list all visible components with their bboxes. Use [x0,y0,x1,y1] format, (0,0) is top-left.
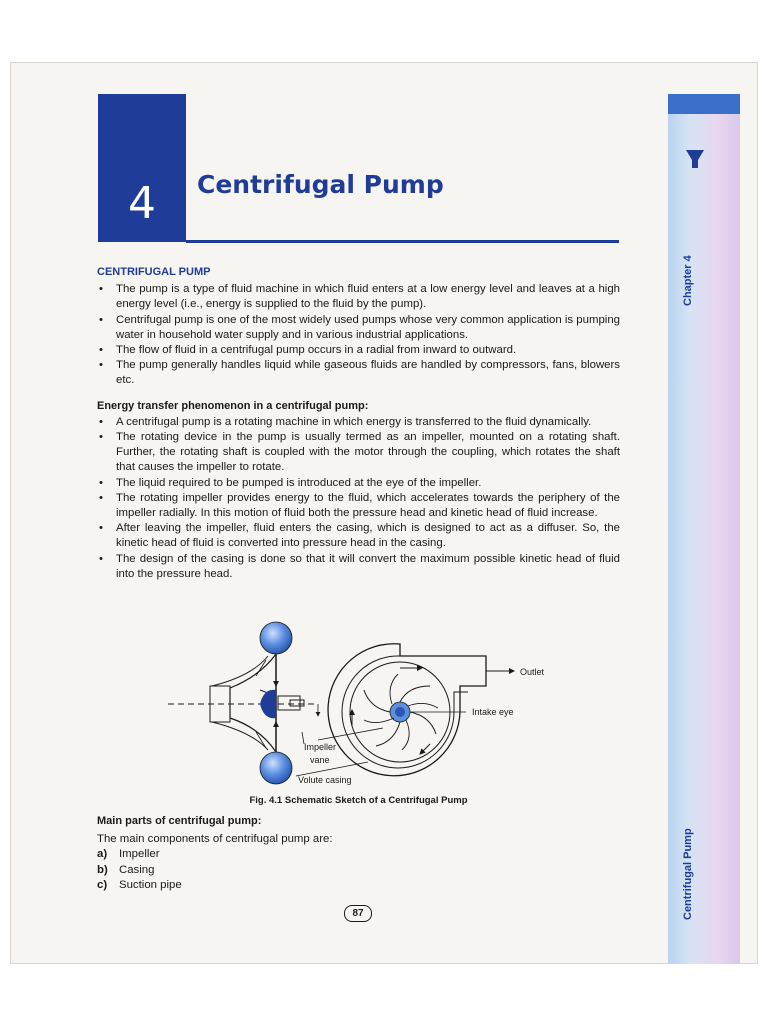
side-tab [668,94,740,114]
section-heading-energy-transfer: Energy transfer phenomenon in a centrifugal pump: [97,399,369,412]
main-content [97,265,620,582]
section-heading-main-parts: Main parts of centrifugal pump: [97,815,262,827]
title-rule [186,240,619,243]
label-intake-eye: Intake eye [472,707,514,717]
section1-bullets [97,282,620,388]
section-heading-centrifugal-pump: CENTRIFUGAL PUMP [97,266,211,278]
pump-schematic-figure [168,616,568,791]
bullet-item: • The rotating device in the pump is usually termed as an impeller, mounted on a rotating shaft. Further, the rotating shaft is coupled with the motor through the coupling, which rotates the shaft that causes the impeller to rotate. [97,430,620,476]
bookmark-icon [684,148,706,170]
label-impeller: Impeller [304,742,337,752]
bullet-item: • The pump is a type of fluid machine in which fluid enters at a low energy level and leaves at a high energy level (i.e., energy is supplied to the fluid by the pump). [97,282,620,312]
label-vane: vane [310,755,330,765]
bullet-item: • The liquid required to be pumped is introduced at the eye of the impeller. [97,476,620,491]
section2-bullets [97,415,620,582]
figure-caption: Fig. 4.1 Schematic Sketch of a Centrifugal Pump [249,795,468,806]
label-volute-casing: Volute casing [298,775,352,785]
parts-list [97,847,620,894]
bullet-item: • A centrifugal pump is a rotating machine in which energy is transferred to the fluid dynamically. [97,415,620,430]
bullet-item: • The rotating impeller provides energy to the fluid, which accelerates towards the periphery of the impeller radially. In this motion of fluid both the pressure head and kinetic head of fluid increase. [97,491,620,521]
chapter-title: Centrifugal Pump [197,170,444,199]
page-number: 87 [344,905,372,922]
bullet-item: • The pump generally handles liquid while gaseous fluids are handled by compressors, fans, blowers etc. [97,358,620,388]
bullet-item: • After leaving the impeller, fluid enters the casing, which is designed to act as a diffuser. So, the kinetic head of fluid is converted into pressure head in the casing. [97,521,620,551]
chapter-number: 4 [128,178,156,229]
main-parts-section [97,814,620,894]
list-item: b) Casing [97,863,155,876]
impeller-side-view [168,622,318,784]
side-chapter-label: Chapter 4 [682,255,694,306]
side-running-title: Centrifugal Pump [682,828,694,920]
label-outlet: Outlet [520,667,545,677]
bullet-item: • Centrifugal pump is one of the most widely used pumps whose very common application is pumping water in household water supply and in various industrial applications. [97,313,620,343]
main-parts-intro: The main components of centrifugal pump are: [97,832,333,845]
list-item: c) Suction pipe [97,879,182,892]
bullet-item: • The flow of fluid in a centrifugal pump occurs in a radial from inward to outward. [97,343,620,358]
list-item: a) Impeller [97,848,160,861]
bullet-item: • The design of the casing is done so that it will convert the maximum possible kinetic head of fluid into the pressure head. [97,552,620,582]
